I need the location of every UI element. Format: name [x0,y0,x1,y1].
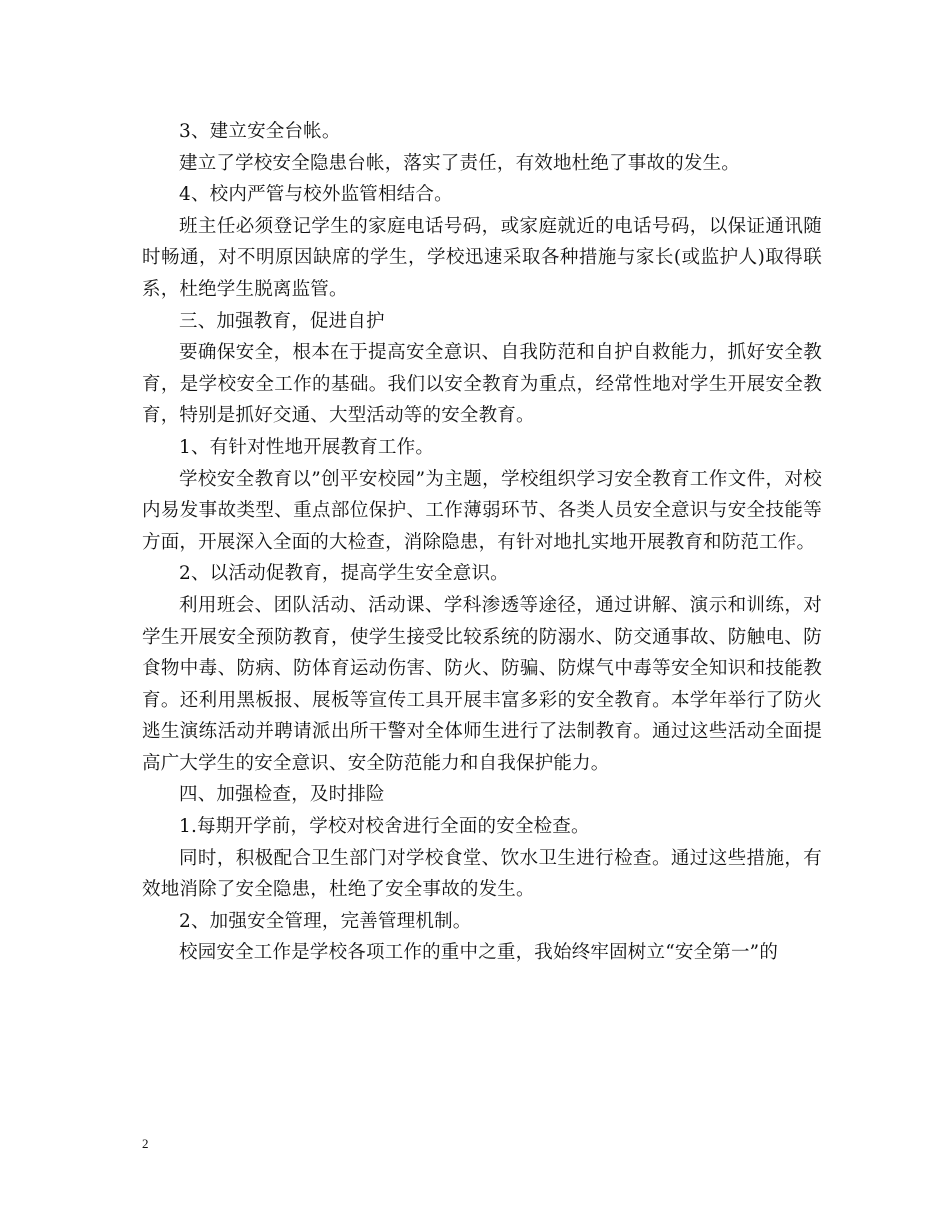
section-heading: 三、加强教育，促进自护 [179,310,385,332]
section-heading: 四、加强检查，及时排险 [179,784,385,806]
body-paragraph: 同时，积极配合卫生部门对学校食堂、饮水卫生进行检查。通过这些措施，有效地消除了安全隐患，杜绝了安全事故的发生。 [142,847,822,901]
page-number: 2 [142,1136,149,1151]
list-item-heading: 2、以活动促教育，提高学生安全意识。 [179,563,509,585]
body-paragraph: 利用班会、团队活动、活动课、学科渗透等途径，通过讲解、演示和训练，对学生开展安全预防教育，使学生接受比较系统的防溺水、防交通事故、防触电、防食物中毒、防病、防体育运动伤害、防火、防骗、防煤气中毒等安全知识和技能教育。还利用黑板报、展板等宣传工具开展丰富多彩的安全教育。本学年举行了防火逃生演练活动并聘请派出所干警对全体师生进行了法制教育。通过这些活动全面提高广大学生的安全意识、安全防范能力和自我保护能力。 [142,594,822,774]
document-body [142,116,822,969]
body-paragraph: 要确保安全，根本在于提高安全意识、自我防范和自护自救能力，抓好安全教育，是学校安全工作的基础。我们以安全教育为重点，经常性地对学生开展安全教育，特别是抓好交通、大型活动等的安全教育。 [142,342,822,427]
body-paragraph: 班主任必须登记学生的家庭电话号码，或家庭就近的电话号码，以保证通讯随时畅通，对不明原因缺席的学生，学校迅速采取各种措施与家长(或监护人)取得联系，杜绝学生脱离监管。 [142,215,822,300]
list-item-heading: 3、建立安全台帐。 [179,121,341,142]
list-item-heading: 2、加强安全管理，完善管理机制。 [179,910,472,932]
body-paragraph: 学校安全教育以”创平安校园”为主题，学校组织学习安全教育工作文件，对校内易发事故类型、重点部位保护、工作薄弱环节、各类人员安全意识与安全技能等方面，开展深入全面的大检查，消除隐患，有针对地扎实地开展教育和防范工作。 [142,468,822,553]
body-paragraph: 校园安全工作是学校各项工作的重中之重，我始终牢固树立“安全第一”的 [179,942,779,964]
list-item-heading: 4、校内严管与校外监管相结合。 [179,184,453,206]
list-item-heading: 1、有针对性地开展教育工作。 [179,436,435,458]
list-item-heading: 1.每期开学前，学校对校舍进行全面的安全检查。 [179,816,590,838]
body-paragraph: 建立了学校安全隐患台帐，落实了责任，有效地杜绝了事故的发生。 [179,152,741,174]
